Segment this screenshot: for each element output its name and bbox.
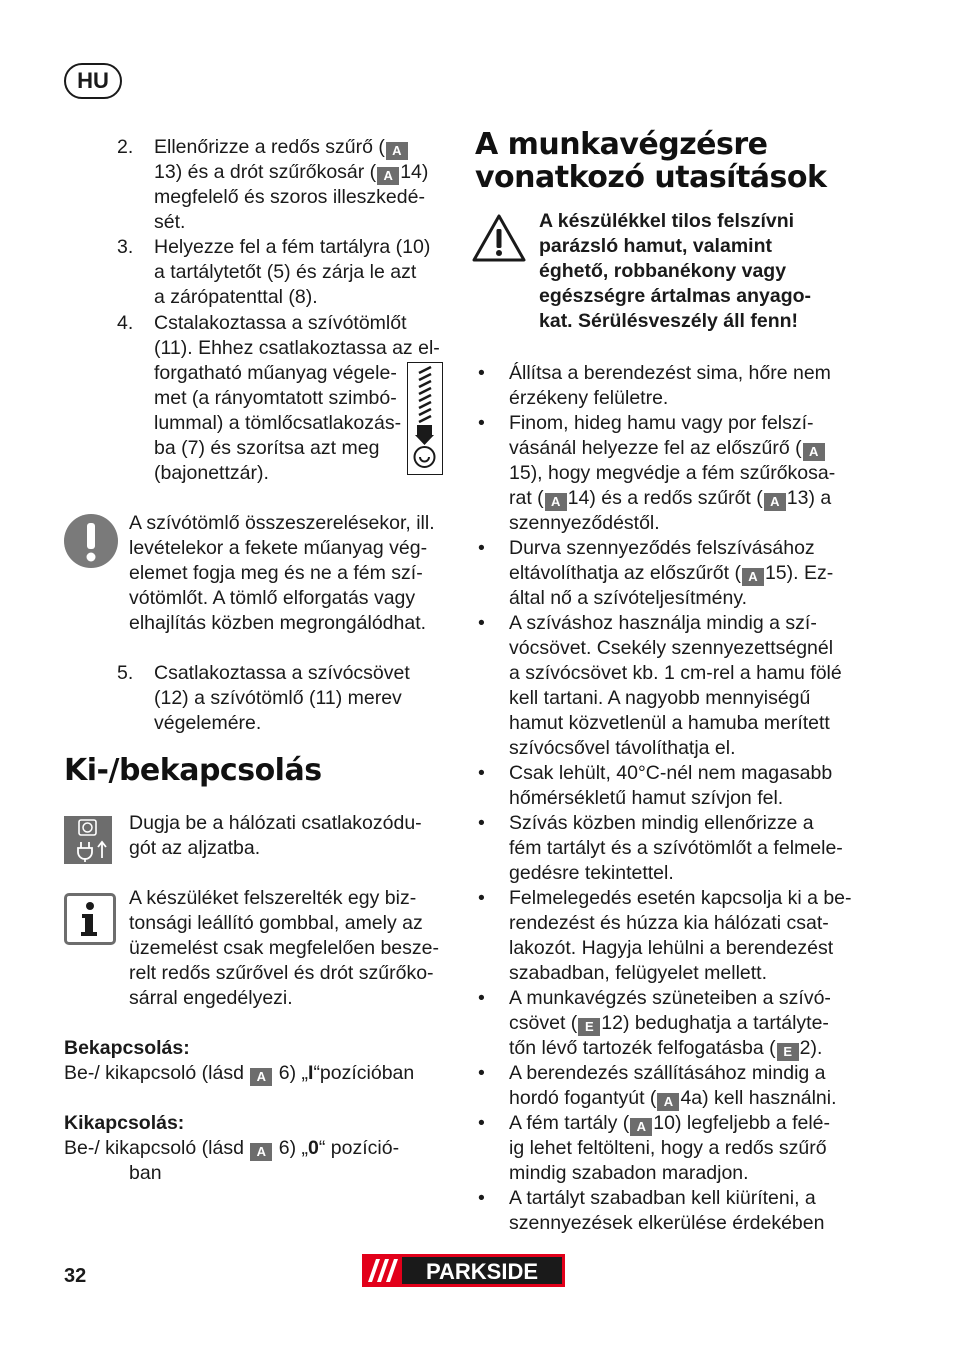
bullet-item: A berendezés szállításához mindig a hordó fogantyút ( A 4a) kell használni. [509, 1062, 837, 1109]
bullet-dot: • [478, 812, 485, 834]
bullet-dot: • [478, 412, 485, 434]
ref-a-badge: A [630, 1118, 652, 1136]
ref-e-badge: E [777, 1043, 799, 1061]
hose-bayonet-icon [407, 362, 443, 475]
warning-text: A készülékkel tilos felszívni parázsló hamut, valamint éghető, robbanékony vagy egészségre ártalmas anyago- kat. Sérülésveszély áll fenn! [539, 210, 812, 332]
info-note: A készüléket felszerelték egy biz- tonsági leállító gombbal, amely az üzemelést csak megfelelően besze- relt redős szűrővel és drót szűrőko- sárral engedélyezi. [129, 887, 439, 1009]
ref-a-badge: A [250, 1068, 272, 1086]
bullet-item: A fém tartály ( A 10) legfeljebb a felé- ig lehet feltölteni, hogy a redős szűrő mindig szabadon maradjon. [509, 1112, 830, 1184]
step-4-text: Cstalakoztassa a szívótömlőt (11). Ehhez csatlakoztassa az el- forgatható műanyag végele- met (a rányomtatott szimbó- lummal) a tömlőcsatlakozás- ba (7) és szorítsa azt meg (bajonettzár). [154, 312, 440, 484]
bullet-item: Durva szennyeződés felszívásához eltávolíthatja az előszűrőt ( A 15). Ez- által nő a szívóteljesítmény. [509, 537, 834, 609]
switch-on-text: Be-/ kikapcsoló (lásd A 6) „I“pozícióban [64, 1062, 415, 1084]
parkside-logo [362, 1254, 565, 1287]
caution-note: A szívótömlő összeszerelésekor, ill. levételekor a fekete műanyag vég- elemet fogja meg és ne a fém szí- vótömlőt. A tömlő elforgatás vagy elhajlítás közben megrongálódhat. [129, 512, 435, 634]
bullet-dot: • [478, 987, 485, 1009]
bullet-item: Felmelegedés esetén kapcsolja ki a be- rendezést és húzza kia hálózati csat- lakozót. Hagyja lehülni a berendezést szabadban, felügyelet mellett. [509, 887, 852, 984]
warning-triangle-icon [471, 212, 527, 264]
page-number: 32 [64, 1265, 87, 1287]
ref-a-badge: A [742, 568, 764, 586]
ref-a-badge: A [657, 1093, 679, 1111]
switch-off-text: Be-/ kikapcsoló (lásd A 6) „0“ pozíció- ban [64, 1137, 400, 1184]
bullet-dot: • [478, 762, 485, 784]
step-number: 4. [117, 312, 134, 334]
section-heading: Ki-/bekapcsolás [64, 753, 322, 788]
info-icon [64, 893, 116, 945]
ref-a-badge: A [764, 493, 786, 511]
step-number: 2. [117, 136, 134, 158]
bullet-dot: • [478, 1112, 485, 1134]
bullet-dot: • [478, 1187, 485, 1209]
svg-text:PARKSIDE: PARKSIDE [425, 1259, 539, 1284]
ref-a-badge: A [250, 1143, 272, 1161]
bullet-item: A tartályt szabadban kell kiüríteni, a szennyezések elkerülése érdekében [509, 1187, 825, 1234]
bullet-item: A szíváshoz használja mindig a szí- vócsövet. Csekély szennyezettségnél a szívócsövet kb. 1 cm-rel a hamu fölé kell tartani. A nagyobb mennyiségű hamut közvetlenül a hamuba merített szívócsővel távolíthatja el. [509, 612, 842, 759]
ref-a-badge: A [803, 443, 825, 461]
plug-note: Dugja be a hálózati csatlakozódu- gót az aljzatba. [129, 812, 422, 859]
step-3-text: Helyezze fel a fém tartályra (10) a tartálytetőt (5) és zárja le azt a zárópatenttal (8). [154, 236, 431, 308]
step-2-text: Ellenőrizze a redős szűrő ( A 13) és a drót szűrőkosár ( A 14) megfelelő és szoros illeszkedé- sét. [154, 136, 429, 233]
ref-a-badge: A [545, 493, 567, 511]
bullet-item: Csak lehült, 40°C-nél nem magasabb hőmérsékletű hamut szívjon fel. [509, 762, 833, 809]
step-number: 5. [117, 662, 134, 684]
bullet-item: A munkavégzés szüneteiben a szívó- csövet ( E 12) bedughatja a tartályte- tőn lévő tartozék felfogatásba ( E 2). [509, 987, 831, 1059]
ref-e-badge: E [578, 1018, 600, 1036]
ref-a-badge: A [386, 142, 408, 160]
bullet-dot: • [478, 537, 485, 559]
ref-a-badge: A [377, 167, 399, 185]
step-5-text: Csatlakoztassa a szívócsövet (12) a szívótömlő (11) merev végelemére. [154, 662, 410, 734]
caution-icon [64, 514, 118, 568]
section-heading: A munkavégzésre vonatkozó utasítások [475, 127, 827, 195]
step-number: 3. [117, 236, 134, 258]
bullet-dot: • [478, 887, 485, 909]
bullet-item: Állítsa a berendezést sima, hőre nem érzékeny felületre. [509, 362, 831, 409]
language-badge: HU [64, 63, 122, 99]
bullet-item: Finom, hideg hamu vagy por felszí- vásánál helyezze fel az előszűrő ( A 15), hogy megvédje a fém szűrőkosa- rat ( A 14) és a redős szűrőt ( A 13) a szennyeződéstől. [509, 412, 836, 534]
switch-off-title: Kikapcsolás: [64, 1112, 185, 1134]
switch-on-title: Bekapcsolás: [64, 1037, 190, 1059]
plug-socket-icon [64, 816, 112, 864]
bullet-dot: • [478, 1062, 485, 1084]
bullet-dot: • [478, 612, 485, 634]
bullet-dot: • [478, 362, 485, 384]
bullet-item: Szívás közben mindig ellenőrizze a fém tartályt és a szívótömlőt a felmele- gedésre tekintettel. [509, 812, 843, 884]
